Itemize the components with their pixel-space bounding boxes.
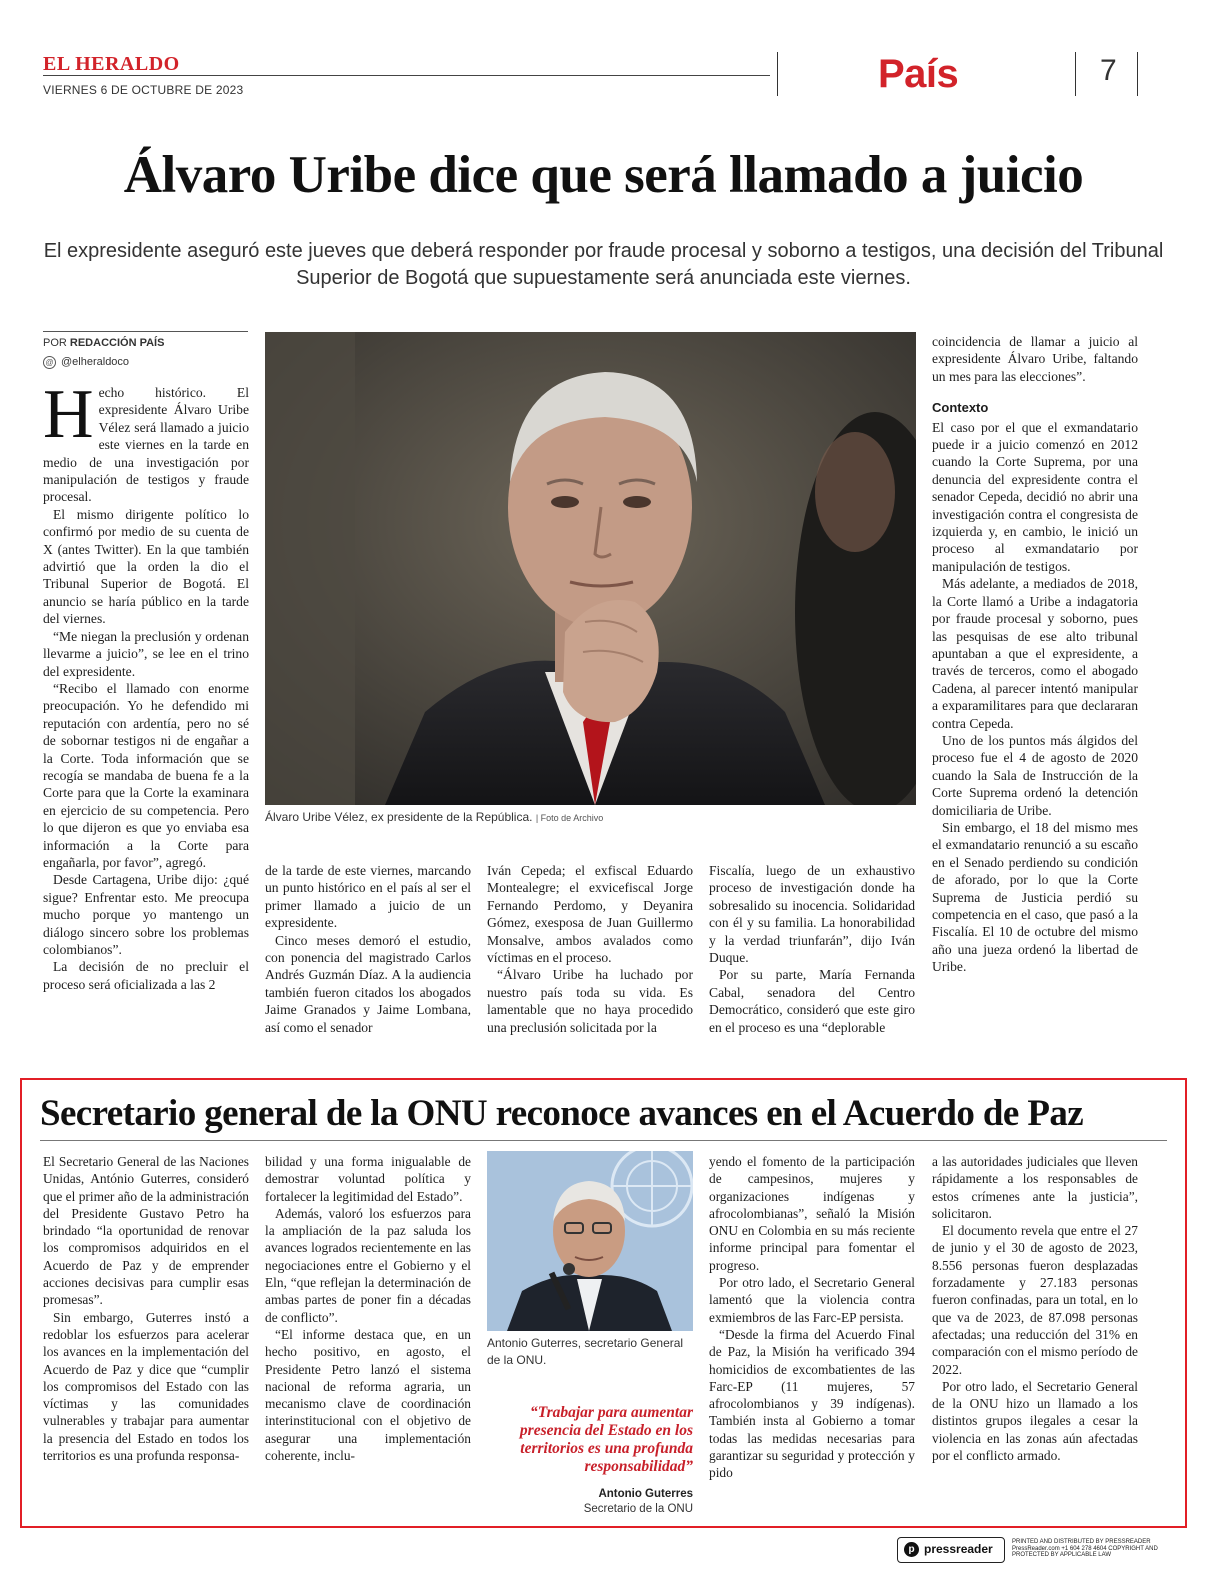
guterres-portrait-illustration [487, 1151, 693, 1331]
body-paragraph: El mismo dirigente político lo confirmó por medio de su cuenta de X (antes Twitter). En la que también advirtió que la orden la dio el Tribunal Superior de Bogotá. El anuncio se haría público en la tarde del viernes. [43, 506, 249, 627]
page-divider-right [1137, 52, 1138, 96]
article1-column-4 [709, 862, 915, 1036]
caption-text: Álvaro Uribe Vélez, ex presidente de la República. [265, 810, 533, 824]
portrait-illustration [265, 332, 916, 805]
body-paragraph: Iván Cepeda; el exfiscal Eduardo Montealegre; el exvicefiscal Jorge Fernando Perdomo, y Deyanira Gómez, exesposa de Juan Guillermo Monsalve, ambos avalados como víctimas en el proceso. [487, 863, 693, 966]
body-paragraph: Por otro lado, el Secretario General lamentó que la violencia contra exmiembros de las Farc-EP persista. [709, 1275, 915, 1325]
body-paragraph: La decisión de no precluir el proceso será oficializada a las 2 [43, 959, 249, 992]
body-paragraph: Sin embargo, el 18 del mismo mes el exmandatario renunció a su escaño en el Senado perdiendo su condición de aforado, por lo que la Corte Suprema de Justicia perdió su competencia en el caso, que pasó a la Fiscalía. El 10 de octubre del mismo año una jueza ordenó la libertad de Uribe. [932, 819, 1138, 975]
drop-cap: H [43, 376, 94, 453]
body-paragraph: Fiscalía, luego de un exhaustivo proceso de investigación donde ha sobresalido su inocencia. Solidaridad con él y su familia. La honorabilidad y la verdad triunfarán”, dijo Iván Duque. [709, 863, 915, 966]
body-paragraph: Sin embargo, Guterres instó a redoblar los esfuerzos para acelerar los avances en la implementación del Acuerdo de Paz y dice que “cumplir los compromisos del Estado con las víctimas y las comunidades vulnerables y trabajar para aumentar la presencia del Estado en todos los territorios es una profunda responsa- [43, 1309, 249, 1464]
body-paragraph: “Recibo el llamado con enorme preocupación. Yo he defendido mi reputación con ardentía, pero no sé de sobornar testigos ni de engañar a la Corte. Toda información que se recogía se mandaba de buena fe a la Corte para que la Corte la examinara en ejercicio de su competencia. Pero lo que dijeron es que yo enviaba esa información a la Corte para engañarla, por favor”, agregó. [43, 680, 249, 870]
byline [43, 337, 164, 349]
body-paragraph: “Desde la firma del Acuerdo Final de Paz, la Misión ha verificado 394 homicidios de excombatientes de las Farc-EP (11 mujeres, 57 afrocolombianos y 39 indígenas). También insta al Gobierno a tomar todas las medidas necesarias para garantizar su seguridad y protección y pido [709, 1326, 915, 1481]
body-paragraph: de la tarde de este viernes, marcando un punto histórico en el país al ser el primer llamado a juicio de un expresidente. [265, 863, 471, 931]
body-paragraph: Más adelante, a mediados de 2018, la Corte llamó a Uribe a indagatoria por fraude procesal y soborno, pues las pesquisas de ese alto tribunal apuntaban a que el expresidente, a través de terceros, como el abogado Cadena, al parecer intentó manipular a exparamilitares para que declararan contra Cepeda. [932, 576, 1138, 731]
body-paragraph: “El informe destaca que, en un hecho positivo, en agosto, el Presidente Petro lanzó el sistema nacional de reforma agraria, un mecanismo clave de coordinación interinstitucional con el objetivo de asegurar una implementación coherente, inclu- [265, 1326, 471, 1464]
article-headline: Álvaro Uribe dice que será llamado a juicio [123, 146, 1084, 204]
body-paragraph: Cinco meses demoró el estudio, con ponencia del magistrado Carlos Andrés Guzmán Díaz. A la audiencia también fueron citados los abogados Jaime Granados y Jaime Lombana, así como el senador [265, 932, 471, 1035]
masthead-rule [43, 75, 770, 76]
byline-rule [43, 331, 248, 332]
body-paragraph: El documento revela que entre el 27 de junio y el 30 de agosto de 2023, 8.556 personas fueron desplazadas forzadamente y 27.183 personas fueron confinadas, para un total, en lo que va de 2023, de 87.098 personas afectadas; una reducción del 31% en comparación con el mismo período de 2022. [932, 1223, 1138, 1377]
article1-column-1 [43, 376, 249, 993]
pull-quote: “Trabajar para aumentar presencia del Estado en los territorios es una profunda responsabilidad” [519, 1404, 693, 1475]
section-title: País [878, 52, 959, 96]
photo-caption-guterres: Antonio Guterres, secretario General de la ONU. [487, 1336, 684, 1367]
article2-column-2 [265, 1153, 471, 1464]
photo-antonio-guterres [487, 1151, 693, 1331]
secondary-headline-rule [40, 1140, 1167, 1141]
body-paragraph: yendo el fomento de la participación de campesinos, mujeres y organizaciones indígenas y afrocolombianas”, señaló la Misión ONU en Colombia en su más reciente informe principal para fomentar el progreso. [709, 1154, 915, 1273]
article1-lead-paragraph: Hecho histórico. El expresidente Álvaro Uribe Vélez será llamado a juicio este viernes en la tarde en medio de una investigación por manipulación de testigos y fraude procesal. [43, 376, 249, 505]
byline-handle: @elheraldoco [61, 356, 130, 368]
body-paragraph: Por su parte, María Fernanda Cabal, senadora del Centro Democrático, consideró que este giro en el proceso es una “deplorable [709, 967, 915, 1035]
body-paragraph: a las autoridades judiciales que lleven rápidamente a los responsables de estos crímenes ante la justicia”, solicitaron. [932, 1154, 1138, 1221]
context-subhead: Contexto [932, 400, 989, 416]
article2-column-1 [43, 1153, 249, 1464]
article2-column-4 [709, 1153, 915, 1482]
newspaper-name: EL HERALDO [43, 53, 180, 75]
body-paragraph: bilidad y una forma inigualable de demostrar voluntad política y fortalecer la legitimidad del Estado”. [265, 1154, 471, 1204]
pressreader-icon: p [904, 1542, 919, 1557]
photo-caption [265, 810, 603, 824]
body-paragraph: Por otro lado, el Secretario General de la ONU hizo un llamado a los distintos grupos ilegales a cesar la violencia en las zonas aún afectadas por el conflicto armado. [932, 1378, 1138, 1464]
pull-quote-author: Antonio Guterres [598, 1488, 693, 1500]
body-paragraph: El Secretario General de las Naciones Unidas, António Guterres, consideró que el primer año de la administración del Presidente Gustavo Petro ha brindado “la oportunidad de renovar los compromisos adquiridos en el Acuerdo de Paz y de emprender acciones decisivas para cumplir esas promesas”. [43, 1154, 249, 1308]
body-paragraph: “Me niegan la preclusión y ordenan llevarme a juicio”, se lee en el trino del expresidente. [43, 628, 249, 679]
page-number: 7 [1100, 54, 1117, 87]
pull-quote-role: Secretario de la ONU [583, 1503, 693, 1515]
article-deck: El expresidente aseguró este jueves que deberá responder por fraude procesal y soborno a testigos, una decisión del Tribunal Superior de Bogotá que supuestamente será anunciada este viernes. [43, 240, 1164, 289]
at-icon: @ [43, 356, 56, 369]
masthead-divider [777, 52, 778, 96]
article2-column-5 [932, 1153, 1138, 1464]
article1-column-5 [932, 333, 1138, 976]
body-paragraph: “Álvaro Uribe ha luchado por nuestro país toda su vida. Es lamentable que no haya procedido una preclusión solicitada por la [487, 967, 693, 1035]
pressreader-logo[interactable]: pressreader [897, 1537, 1005, 1563]
body-paragraph: Además, valoró los esfuerzos para la ampliación de la paz saluda los avances logrados recientemente en las negociaciones entre el Gobierno y el Eln, “que reflejan la determinación de ambas partes de poner fin a décadas de conflicto”. [265, 1205, 471, 1325]
photo-alvaro-uribe [265, 332, 916, 805]
body-paragraph: coincidencia de llamar a juicio al expresidente Álvaro Uribe, faltando un mes para las elecciones”. [932, 334, 1138, 384]
article1-column-2 [265, 862, 471, 1036]
byline-prefix: POR [43, 337, 67, 349]
pressreader-notice: PRINTED AND DISTRIBUTED BY PRESSREADER PressReader.com +1 604 278 4604 COPYRIGHT AND PROTECTED BY APPLICABLE LAW [1012, 1539, 1158, 1558]
byline-author: REDACCIÓN PAÍS [69, 337, 165, 349]
secondary-headline: Secretario general de la ONU reconoce avances en el Acuerdo de Paz [40, 1093, 1084, 1134]
body-paragraph: Desde Cartagena, Uribe dijo: ¿qué sigue? Enfrentar esto. Me preocupa mucho porque yo mantengo un diálogo sincero sobre los problemas colombianos”. [43, 872, 249, 957]
body-paragraph: El caso por el que el exmandatario puede ir a juicio comenzó en 2012 cuando la Corte Suprema, por una denuncia del expresidente contra el senador Cepeda, decidió no abrir una investigación contra el congresista de izquierda y, en cambio, le inició un proceso al exmandatario por manipulación de testigos. [932, 419, 1138, 574]
photo-credit: | Foto de Archivo [535, 813, 604, 823]
article1-column-3 [487, 862, 693, 1036]
issue-date: VIERNES 6 DE OCTUBRE DE 2023 [43, 83, 244, 97]
page-divider-left [1075, 52, 1076, 96]
body-paragraph: Uno de los puntos más álgidos del proceso fue el 4 de agosto de 2020 cuando la Sala de Instrucción de la Corte Suprema ordenó la detención domiciliaria de Uribe. [932, 732, 1138, 818]
